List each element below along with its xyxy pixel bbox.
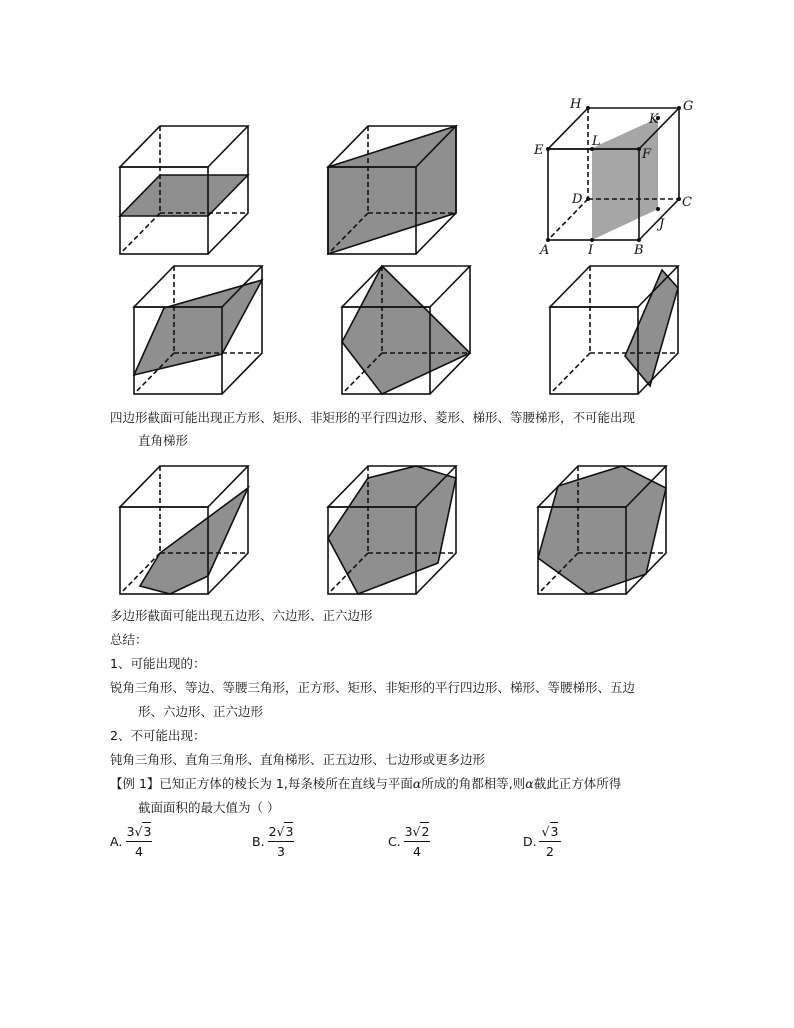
- cube-parallelogram-section: [124, 258, 274, 403]
- radical-sign: √: [134, 824, 143, 839]
- cube-diagram: [110, 118, 260, 263]
- fraction-bar: [126, 841, 152, 842]
- fraction-bar: [268, 841, 294, 842]
- fraction: [268, 822, 294, 861]
- example-question-line1: [110, 775, 621, 793]
- label-e: E: [534, 143, 544, 158]
- radical-sign: √: [541, 824, 550, 839]
- radicand: 3: [550, 824, 559, 839]
- cube-diagram: [318, 458, 468, 603]
- coefficient: 3: [126, 824, 135, 839]
- possible-line1: 锐角三角形、等边、等腰三角形，正方形、矩形、非矩形的平行四边形、梯形、等腰梯形、五边: [110, 680, 636, 695]
- label-h: H: [570, 97, 582, 112]
- cube-labeled-trapezoid-section: [530, 96, 700, 261]
- quad-conclusion-line2: 直角梯形: [138, 433, 189, 448]
- denominator: 4: [413, 844, 421, 859]
- possible-heading: 1、可能出现的：: [110, 656, 206, 671]
- label-d: D: [572, 192, 583, 207]
- section-parallelogram: [134, 280, 262, 375]
- radicand: 3: [143, 824, 152, 839]
- fraction: [126, 822, 152, 861]
- label-a: A: [540, 243, 550, 258]
- cube-diagram: [124, 258, 274, 403]
- example-question-line2: 截面面积的最大值为（ ）: [138, 800, 280, 815]
- fraction-bar: [539, 841, 561, 842]
- example-text-b: 所成的角都相等,则: [421, 776, 526, 791]
- section-trapezoid: [592, 118, 658, 240]
- label-l: L: [592, 134, 601, 149]
- option-letter: B.: [252, 834, 265, 849]
- coefficient: 2: [268, 824, 277, 839]
- label-g: G: [683, 99, 694, 114]
- cube-diagram: [332, 258, 482, 403]
- cube-diagram: [540, 258, 690, 403]
- label-j: J: [659, 217, 665, 232]
- fraction: [404, 822, 430, 861]
- radicand: 2: [421, 824, 430, 839]
- impossible-heading: 2、不可能出现：: [110, 728, 206, 743]
- cube-pentagon-section: [110, 458, 260, 603]
- quad-conclusion-line1: 四边形截面可能出现正方形、矩形、非矩形的平行四边形、菱形、梯形、等腰梯形，不可能出现: [110, 410, 636, 425]
- hidden-edge: [550, 353, 590, 394]
- cube-diagonal-rectangle-section: [318, 118, 468, 263]
- top-face: [120, 466, 248, 507]
- cube-diagram: [110, 458, 260, 603]
- example-text-a: 【例 1】已知正方体的棱长为 1,每条棱所在直线与平面: [110, 776, 413, 791]
- label-k: K: [649, 112, 659, 127]
- denominator: 4: [135, 844, 143, 859]
- cube-diagram: [318, 118, 468, 263]
- example-text-c: 截此正方体所得: [533, 776, 622, 791]
- option-letter: D.: [523, 834, 537, 849]
- fraction-bar: [404, 841, 430, 842]
- label-f: F: [642, 147, 652, 162]
- radical-sign: √: [412, 824, 421, 839]
- radical-sign: √: [276, 824, 285, 839]
- cube-regular-hexagon-section: [528, 458, 678, 603]
- denominator: 3: [277, 844, 285, 859]
- cube-diagram: [528, 458, 678, 603]
- alpha-symbol: α: [525, 776, 534, 791]
- hidden-edge: [120, 213, 160, 254]
- label-c: C: [682, 195, 692, 210]
- alpha-symbol: α: [412, 776, 422, 791]
- poly-conclusion: 多边形截面可能出现五边形、六边形、正六边形: [110, 608, 373, 623]
- front-face: [550, 307, 638, 394]
- denominator: 2: [546, 844, 554, 859]
- impossible-line: 钝角三角形、直角三角形、直角梯形、正五边形、七边形或更多边形: [110, 752, 486, 767]
- top-face: [120, 126, 248, 167]
- radicand: 3: [285, 824, 294, 839]
- option-letter: A.: [110, 834, 123, 849]
- coefficient: 3: [404, 824, 413, 839]
- section-pentagon: [140, 488, 248, 594]
- cube-rhombus-section: [332, 258, 482, 403]
- label-b: B: [634, 243, 644, 258]
- cube-horizontal-square-section: [110, 118, 260, 263]
- cube-trapezoid-section: [540, 258, 690, 403]
- fraction: [539, 822, 561, 861]
- section-square: [120, 175, 248, 216]
- summary-heading: 总结：: [110, 632, 148, 647]
- cube-hexagon-section: [318, 458, 468, 603]
- possible-line2: 形、六边形、正六边形: [138, 704, 264, 719]
- cube-diagram: [530, 96, 700, 261]
- label-i: I: [588, 243, 594, 258]
- option-letter: C.: [388, 834, 401, 849]
- section-trapezoid: [625, 270, 678, 386]
